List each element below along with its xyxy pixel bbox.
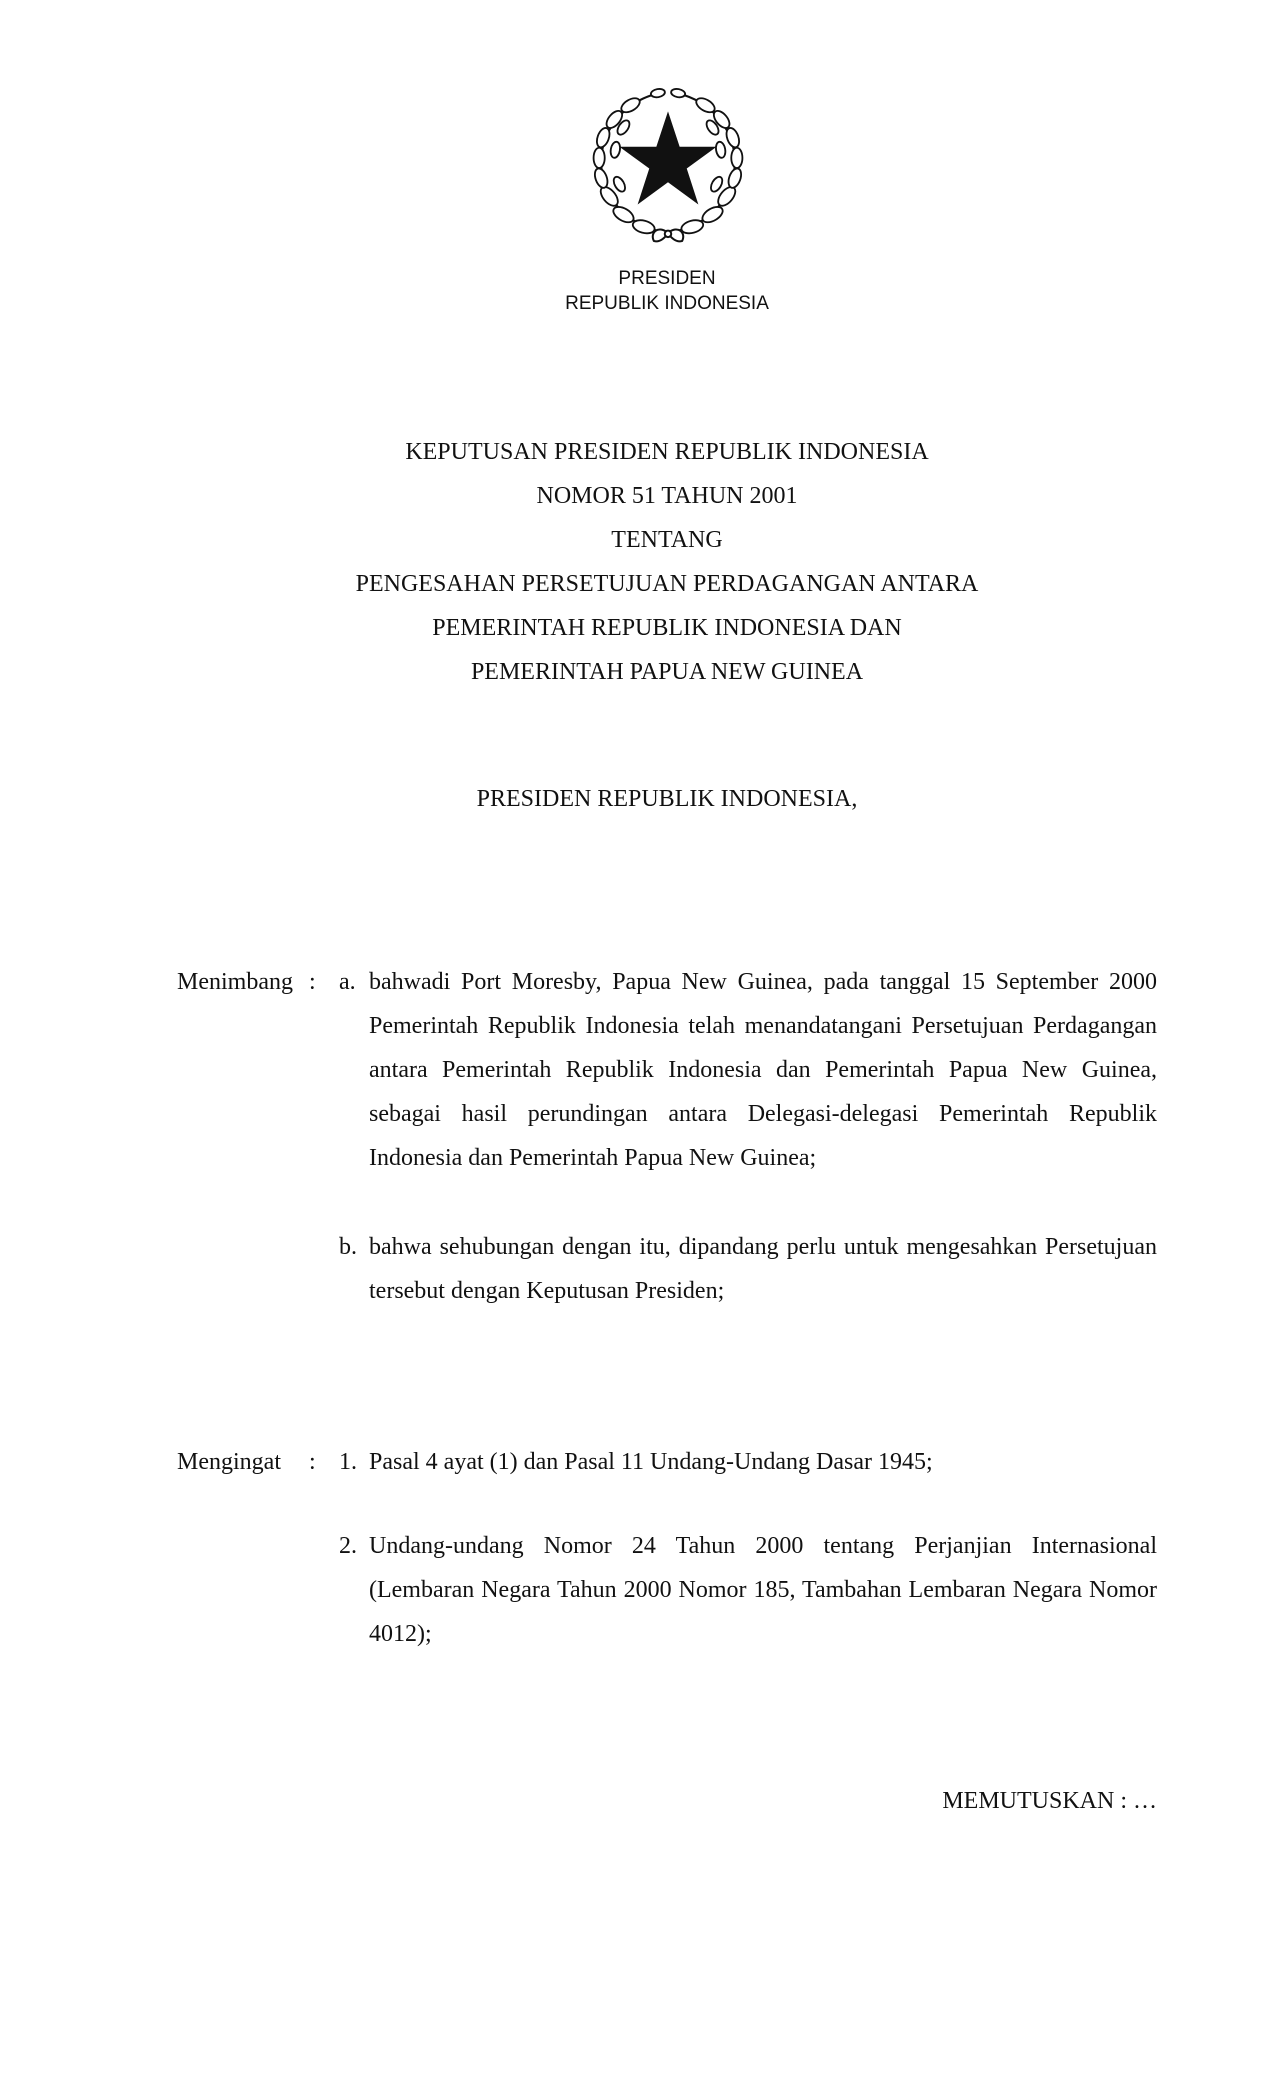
mengingat-colon: : — [309, 1449, 316, 1475]
menimbang-item-text: bahwa sehubungan dengan itu, dipandang perlu untuk mengesahkan Persetujuan tersebut dengan Keputusan Presiden; — [369, 1234, 1157, 1304]
menimbang-colon: : — [309, 969, 316, 995]
decree-subject-line: PENGESAHAN PERSETUJUAN PERDAGANGAN ANTARA — [355, 571, 979, 597]
decree-title-line: KEPUTUSAN PRESIDEN REPUBLIK INDONESIA — [405, 439, 929, 465]
star-wreath-emblem-icon — [587, 85, 749, 247]
mengingat-item-marker: 1. — [339, 1449, 357, 1475]
office-name-line2: REPUBLIK INDONESIA — [565, 293, 769, 314]
mengingat-item-text: Pasal 4 ayat (1) dan Pasal 11 Undang-Undang Dasar 1945; — [369, 1449, 933, 1475]
menimbang-item-marker: a. — [339, 969, 356, 995]
mengingat-item-text: Undang-undang Nomor 24 Tahun 2000 tentang Perjanjian Internasional (Lembaran Negara Tahun 2000 Nomor 185, Tambahan Lembaran Negara Nomor 4012); — [369, 1533, 1157, 1647]
menimbang-item-marker: b. — [339, 1234, 357, 1260]
decree-title — [237, 430, 1097, 694]
continuation-marker: MEMUTUSKAN : … — [942, 1788, 1157, 1814]
mengingat-item-marker: 2. — [339, 1533, 357, 1559]
menimbang-label: Menimbang — [177, 969, 293, 995]
mengingat-label: Mengingat — [177, 1449, 281, 1475]
decree-subject-line: PEMERINTAH REPUBLIK INDONESIA DAN — [432, 615, 902, 641]
decree-title-line: TENTANG — [611, 527, 723, 553]
decree-number: NOMOR 51 TAHUN 2001 — [536, 483, 798, 509]
decree-subject-line: PEMERINTAH PAPUA NEW GUINEA — [470, 659, 864, 685]
office-name-line1: PRESIDEN — [618, 268, 716, 289]
president-heading: PRESIDEN REPUBLIK INDONESIA, — [476, 786, 858, 812]
menimbang-item-text: bahwadi Port Moresby, Papua New Guinea, pada tanggal 15 September 2000 Pemerintah Republik Indonesia telah menandatangani Persetujuan Perdagangan antara Pemerintah Republik Indonesia dan Pemerintah Papua New Guinea, sebagai hasil perundingan antara Delegasi-delegasi Pemerintah Republik Indonesia dan Pemerintah Papua New Guinea; — [369, 969, 1157, 1171]
